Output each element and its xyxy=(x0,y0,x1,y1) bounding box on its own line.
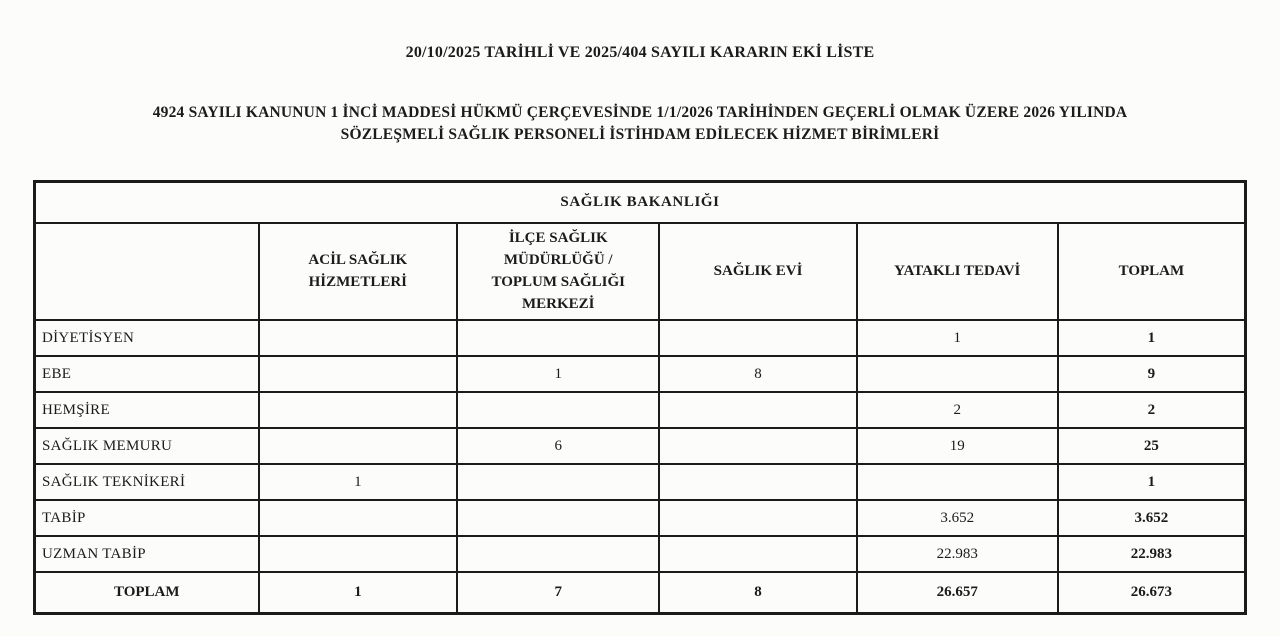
table-cell: 1 xyxy=(457,356,659,392)
total-row-label: TOPLAM xyxy=(35,572,259,613)
document-subtitle xyxy=(0,102,1280,147)
table-cell: 1 xyxy=(259,464,458,500)
table-cell-total: 1 xyxy=(1058,320,1246,356)
table-cell: 6 xyxy=(457,428,659,464)
table-cell-total: 9 xyxy=(1058,356,1246,392)
table-cell xyxy=(457,536,659,572)
table-cell xyxy=(659,392,856,428)
col-header-toplam: TOPLAM xyxy=(1058,223,1246,320)
table-row-uzman-tabip xyxy=(35,536,1246,572)
document-title: 20/10/2025 TARİHLİ VE 2025/404 SAYILI KARARIN EKİ LİSTE xyxy=(405,44,875,61)
row-label: SAĞLIK TEKNİKERİ xyxy=(35,464,259,500)
table-cell: 22.983 xyxy=(857,536,1058,572)
table-row-diyetisyen xyxy=(35,320,1246,356)
table-cell-total: 25 xyxy=(1058,428,1246,464)
table-cell xyxy=(259,428,458,464)
table-cell-total: 1 xyxy=(1058,464,1246,500)
col-header-empty xyxy=(35,223,259,320)
personnel-table xyxy=(33,180,1247,615)
table-cell xyxy=(659,464,856,500)
table-cell: 2 xyxy=(857,392,1058,428)
total-cell: 26.673 xyxy=(1058,572,1246,613)
table-cell xyxy=(457,320,659,356)
table-cell-total: 22.983 xyxy=(1058,536,1246,572)
row-label: TABİP xyxy=(35,500,259,536)
total-cell: 8 xyxy=(659,572,856,613)
row-label: SAĞLIK MEMURU xyxy=(35,428,259,464)
col-header-acil-saglik: ACİL SAĞLIK HİZMETLERİ xyxy=(259,223,458,320)
col-header-saglik-evi: SAĞLIK EVİ xyxy=(659,223,856,320)
col-header-yatakli-tedavi: YATAKLI TEDAVİ xyxy=(857,223,1058,320)
table-cell: 19 xyxy=(857,428,1058,464)
row-label: DİYETİSYEN xyxy=(35,320,259,356)
row-label: UZMAN TABİP xyxy=(35,536,259,572)
table-cell-total: 3.652 xyxy=(1058,500,1246,536)
table-cell xyxy=(659,500,856,536)
table-cell xyxy=(259,500,458,536)
table-cell xyxy=(259,320,458,356)
table-cell: 8 xyxy=(659,356,856,392)
total-cell: 26.657 xyxy=(857,572,1058,613)
document-subtitle-line-1: 4924 SAYILI KANUNUN 1 İNCİ MADDESİ HÜKMÜ ÇERÇEVESİNDE 1/1/2026 TARİHİNDEN GEÇERLİ OLMAK ÜZERE 2026 YILINDA xyxy=(152,104,1128,121)
table-cell-total: 2 xyxy=(1058,392,1246,428)
table-title: SAĞLIK BAKANLIĞI xyxy=(35,181,1246,223)
row-label: HEMŞİRE xyxy=(35,392,259,428)
col-header-ilce-saglik: İLÇE SAĞLIK MÜDÜRLÜĞÜ / TOPLUM SAĞLIĞI MERKEZİ xyxy=(457,223,659,320)
column-header-row xyxy=(35,223,1246,320)
table-total-row xyxy=(35,572,1246,613)
table-cell xyxy=(857,356,1058,392)
table-cell xyxy=(457,500,659,536)
row-label: EBE xyxy=(35,356,259,392)
table-title-row xyxy=(35,181,1246,223)
table-row-hemsire xyxy=(35,392,1246,428)
table-cell: 3.652 xyxy=(857,500,1058,536)
table-cell xyxy=(259,536,458,572)
total-cell: 1 xyxy=(259,572,458,613)
document-subtitle-line-2: SÖZLEŞMELİ SAĞLIK PERSONELİ İSTİHDAM EDİLECEK HİZMET BİRİMLERİ xyxy=(340,126,940,144)
table-row-saglik-teknikeri xyxy=(35,464,1246,500)
table-cell xyxy=(659,428,856,464)
table-row-saglik-memuru xyxy=(35,428,1246,464)
table-cell xyxy=(259,356,458,392)
table-row-tabip xyxy=(35,500,1246,536)
table-cell xyxy=(659,320,856,356)
table-cell: 1 xyxy=(857,320,1058,356)
table-row-ebe xyxy=(35,356,1246,392)
table-cell xyxy=(457,392,659,428)
total-cell: 7 xyxy=(457,572,659,613)
table-cell xyxy=(659,536,856,572)
table-cell xyxy=(857,464,1058,500)
table-cell xyxy=(457,464,659,500)
table-cell xyxy=(259,392,458,428)
